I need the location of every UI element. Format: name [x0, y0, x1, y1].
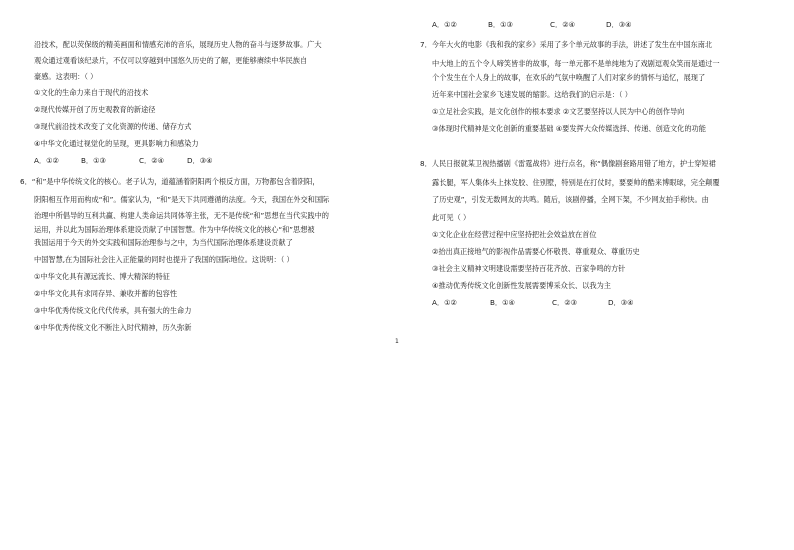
q8-option: ①文化企业在经营过程中应坚持把社会效益放在首位: [432, 230, 597, 239]
choice-b[interactable]: B．①③: [488, 20, 514, 29]
q5-choices: [34, 156, 213, 165]
q6-stem-line: 治理中所倡导的互利共赢、构建人类命运共同体等主张，无不是传统“和”思想在当代实践中的: [34, 211, 329, 220]
choice-d[interactable]: D．③④: [608, 298, 634, 307]
q8-choices: [432, 298, 634, 307]
q7-stem-line: 近年来中国社会家乡飞速发展的缩影。这给我们的启示是：（ ）: [432, 90, 632, 99]
choice-a[interactable]: A．①②: [432, 20, 457, 29]
choice-b[interactable]: B．①③: [81, 156, 107, 165]
q7-stem-line: 7．今年大火的电影《我和我的家乡》采用了多个单元故事的手法，讲述了发生在中国东南北: [420, 40, 713, 49]
choice-d[interactable]: D．③④: [187, 156, 213, 165]
q7-stem-line: 个个发生在个人身上的故事，在欢乐的气氛中唤醒了人们对家乡的情怀与追忆，展现了: [432, 73, 706, 82]
choice-c[interactable]: C．②③: [552, 298, 578, 307]
choice-a[interactable]: A．①②: [432, 298, 457, 307]
q7-option: ①立足社会实践，是文化创作的根本要求 ②文艺要坚持以人民为中心的创作导向: [432, 107, 685, 116]
q6-stem-line: 6．“和”是中华传统文化的核心。老子认为，道蕴涵着阴阳两个根反方面，万物都包含着阴阳，: [20, 177, 320, 186]
q6-stem-line: 运用，并以此为国际治理体系建设贡献了中国智慧。作为中华传统文化的核心“和”思想被: [34, 225, 315, 234]
q8-stem-line: 了历史观”，引发无数网友的共鸣。随后，该剧停播，全网下架，不少网友拍手称快。由: [432, 195, 709, 204]
intro-line: 沿技术，配以荧保级的精美画面和情感充沛的音乐，展现历史人物的奋斗与逐梦故事。广大: [34, 40, 322, 49]
q8-stem-line: 此可见（ ）: [432, 213, 471, 222]
intro-line: 观众通过观看该纪录片，不仅可以穿越到中国悠久历史的了解，更能够赓续中华民族自: [34, 56, 308, 65]
choice-c[interactable]: C．②④: [139, 156, 165, 165]
q6-stem-line: 阴阳相互作用而构成“和”。儒家认为，“和”是天下共同遵循的法度。今天，我国在外交和国际: [34, 195, 330, 204]
choice-d[interactable]: D．③④: [606, 20, 632, 29]
q6-option: ②中华文化具有求同存异、兼收并蓄的包容性: [34, 289, 178, 298]
intro-line: 豪感。这表明：（ ）: [34, 72, 98, 81]
page-number: 1: [395, 338, 399, 345]
q6-option: ①中华文化具有源远流长、博大精深的特征: [34, 272, 170, 281]
q5-option: ③现代前沿技术改变了文化资源的传递、储存方式: [34, 122, 192, 131]
q6-stem-line: 中国智慧,在为国际社会注入正能量的同时也提升了我国的国际地位。这说明：（ ）: [34, 255, 294, 264]
q7-stem-line: 中大地上的五个令人啼笑皆非的故事，每一单元都不是单纯地为了戏剧逗观众笑而是通过一: [432, 59, 720, 68]
q8-option: ②抬出真正接地气的影视作品需要心怀敬畏、尊重观众、尊重历史: [432, 247, 640, 256]
q6-stem-line: 我国运用于今天的外交实践和国际治理参与之中，为当代国际治理体系建设贡献了: [34, 238, 293, 247]
q8-stem-line: 8．人民日报就某卫视热播剧《雷霆战将》进行点名，称“偶像剧套路用错了地方，护士穿短裙: [420, 159, 716, 168]
choice-c[interactable]: C．②④: [550, 20, 576, 29]
q6-option: ④中华优秀传统文化不断注入时代精神，历久弥新: [34, 323, 192, 332]
q6-option: ③中华优秀传统文化代代传承，具有强大的生命力: [34, 306, 192, 315]
q8-option: ③社会主义精神文明建设需要坚持百花齐放、百家争鸣的方针: [432, 264, 626, 273]
q8-stem-line: 露长腿，军人集体头上抹发胶、住别墅，特别是在打仗时，要要帅的酷来博眼球，完全颠覆: [432, 178, 720, 187]
q7-option: ③体现时代精神是文化创新的重要基础 ④要发挥大众传媒选择、传递、创造文化的功能: [432, 124, 706, 133]
q5-option: ②现代传媒开创了历史观教育的新途径: [34, 105, 156, 114]
choice-a[interactable]: A．①②: [34, 156, 59, 165]
top-choices: [432, 20, 632, 29]
q5-option: ①文化的生命力来自于现代的沿技术: [34, 88, 149, 97]
choice-b[interactable]: B．①④: [490, 298, 516, 307]
q8-option: ④推动优秀传统文化创新性发展需要博采众长、以我为主: [432, 281, 611, 290]
q5-option: ④中华文化通过视觉化的呈现，更具影响力和感染力: [34, 139, 199, 148]
